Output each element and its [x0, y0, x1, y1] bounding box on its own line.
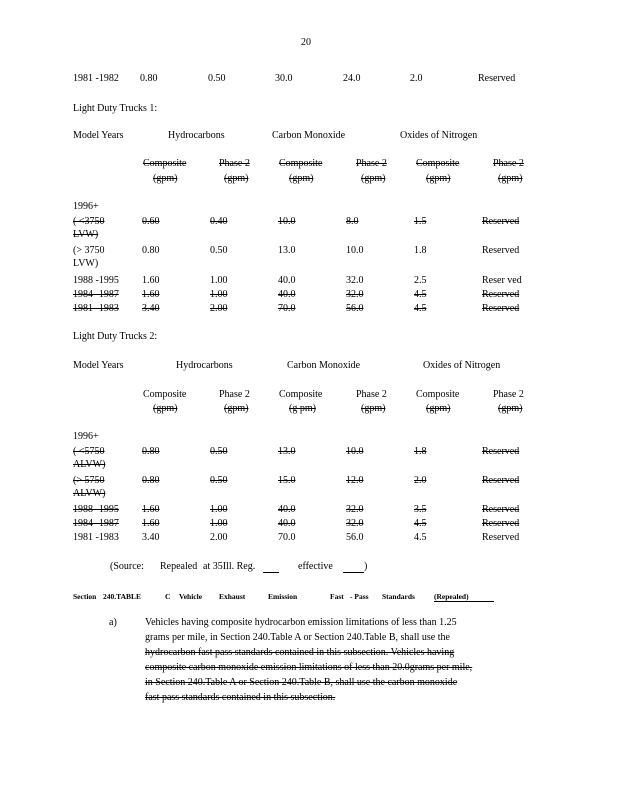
- row-label: ALVW): [73, 459, 106, 470]
- cell: 1.5: [414, 216, 427, 227]
- ldt2-header-hc: Hydrocarbons: [176, 360, 233, 371]
- cell: 0.80: [142, 245, 160, 256]
- cell: Reser ved: [482, 275, 522, 286]
- cell: 1.00: [210, 504, 228, 515]
- cell: 40.0: [278, 289, 296, 300]
- ldt1-header-co: Carbon Monoxide: [272, 130, 346, 141]
- cell: 70.0: [278, 303, 296, 314]
- section-label: Section: [73, 592, 97, 601]
- ldt1-sub: Phase 2: [219, 158, 250, 169]
- ldt1-unit: (gpm): [289, 173, 314, 184]
- section-number: 240.TABLE: [103, 592, 141, 601]
- cell: 0.80: [142, 446, 160, 457]
- cell: 1.00: [210, 289, 228, 300]
- row-label: ( <5750: [73, 446, 105, 457]
- cell: 1.8: [414, 245, 427, 256]
- ldt2-header-model-years: Model Years: [73, 360, 124, 371]
- cell: 10.0: [278, 216, 296, 227]
- cell: 3.40: [142, 532, 160, 543]
- ldt1-sub: Phase 2: [493, 158, 524, 169]
- ldt1-sub: Composite: [416, 158, 460, 169]
- ldt1-unit: (gpm): [426, 173, 451, 184]
- ldt2-unit: (gpm): [153, 403, 178, 414]
- ldt2-header-co: Carbon Monoxide: [287, 360, 361, 371]
- ldt2-unit: (gpm): [426, 403, 451, 414]
- ldt1-header-model-years: Model Years: [73, 130, 124, 141]
- cell: 15.0: [278, 475, 296, 486]
- cell: 40.0: [278, 504, 296, 515]
- section-title-word: Vehicle: [179, 592, 203, 601]
- cell: Reserved: [482, 518, 520, 529]
- row-label: 1988 -1995: [73, 504, 119, 515]
- section-title-word: Standards: [382, 592, 415, 601]
- ldt1-sub: Composite: [279, 158, 323, 169]
- row-label: ALVW): [73, 488, 106, 499]
- cell: 3.40: [142, 303, 160, 314]
- cell: 0.50: [210, 446, 228, 457]
- ldt2-sub: Composite: [143, 389, 187, 400]
- paragraph-line-struck: composite carbon monoxide emission limitations of less than 20.0grams per mile,: [145, 662, 473, 673]
- cell: Reserved: [482, 303, 520, 314]
- cell: 3.5: [414, 504, 427, 515]
- cell: Reserved: [482, 216, 520, 227]
- cell: 13.0: [278, 446, 296, 457]
- source-prefix: (Source:: [110, 561, 144, 572]
- ldt1-year-label: 1996+: [73, 201, 99, 212]
- cell: 0.60: [142, 216, 160, 227]
- cell: 4.5: [414, 518, 427, 529]
- cell: 4.5: [414, 289, 427, 300]
- section-repealed: (Repealed): [434, 592, 469, 601]
- ldt2-unit: (g pm): [289, 403, 316, 414]
- row-label: 1988 -1995: [73, 275, 119, 286]
- ldt2-unit: (gpm): [361, 403, 386, 414]
- cell: 70.0: [278, 532, 296, 543]
- ldt2-sub: Composite: [416, 389, 460, 400]
- row-label: LVW): [73, 258, 99, 269]
- section-title-word: Emission: [268, 592, 298, 601]
- source-close: ): [364, 561, 368, 572]
- cell: 0.50: [208, 73, 226, 84]
- source-at: at 35Ill. Reg.: [203, 561, 256, 572]
- cell: 2.00: [210, 532, 228, 543]
- ldt1-unit: (gpm): [153, 173, 178, 184]
- paragraph-line: grams per mile, in Section 240.Table A or Section 240.Table B, shall use the: [145, 632, 450, 643]
- ldt1-header-hc: Hydrocarbons: [168, 130, 225, 141]
- ldt1-unit: (gpm): [361, 173, 386, 184]
- ldt2-year-label: 1996+: [73, 431, 99, 442]
- cell: 24.0: [343, 73, 361, 84]
- cell: 10.0: [346, 446, 364, 457]
- ldt1-header-nox: Oxides of Nitrogen: [400, 130, 478, 141]
- section-title-word: Exhaust: [219, 592, 246, 601]
- cell: Reserved: [482, 245, 520, 256]
- cell: 32.0: [346, 518, 364, 529]
- ldt1-sub: Phase 2: [356, 158, 387, 169]
- cell: 1.60: [142, 275, 160, 286]
- section-title-word: C: [165, 592, 171, 601]
- paragraph-line-struck: hydrocarbon fast pass standards contained in this subsection. Vehicles having: [145, 647, 455, 658]
- ldt2-sub: Phase 2: [219, 389, 250, 400]
- cell: 4.5: [414, 532, 427, 543]
- cell: 56.0: [346, 303, 364, 314]
- section-title-word: Fast: [330, 592, 344, 601]
- ldt1-title: Light Duty Trucks 1:: [73, 103, 158, 114]
- cell: Reserved: [482, 446, 520, 457]
- cell: 0.40: [210, 216, 228, 227]
- cell: 1.60: [142, 504, 160, 515]
- ldt2-unit: (gpm): [498, 403, 523, 414]
- ldt1-unit: (gpm): [224, 173, 249, 184]
- cell: Reserved: [482, 532, 520, 543]
- row-label: 1981 -1983: [73, 532, 119, 543]
- ldt2-sub: Phase 2: [356, 389, 387, 400]
- cell: 32.0: [346, 289, 364, 300]
- blank-line: [263, 572, 279, 573]
- cell: 32.0: [346, 504, 364, 515]
- cell: Reserved: [478, 73, 516, 84]
- ldt2-sub: Composite: [279, 389, 323, 400]
- cell: 1981 -1982: [73, 73, 119, 84]
- underline: [434, 601, 494, 602]
- cell: 0.50: [210, 475, 228, 486]
- cell: 1.60: [142, 289, 160, 300]
- paragraph-marker: a): [109, 617, 117, 628]
- cell: 2.0: [410, 73, 423, 84]
- cell: 1.00: [210, 518, 228, 529]
- row-label: (> 5750: [73, 475, 105, 486]
- cell: 0.80: [142, 475, 160, 486]
- cell: 12.0: [346, 475, 364, 486]
- row-label: 1981 -1983: [73, 303, 119, 314]
- paragraph-line-struck: in Section 240.Table A or Section 240.Table B, shall use the carbon monoxide: [145, 677, 458, 688]
- cell: 2.5: [414, 275, 427, 286]
- cell: 0.50: [210, 245, 228, 256]
- ldt2-unit: (gpm): [224, 403, 249, 414]
- ldt2-sub: Phase 2: [493, 389, 524, 400]
- cell: 10.0: [346, 245, 364, 256]
- row-label: 1984 -1987: [73, 518, 119, 529]
- cell: 56.0: [346, 532, 364, 543]
- cell: 13.0: [278, 245, 296, 256]
- row-label: LVW): [73, 229, 99, 240]
- cell: Reserved: [482, 289, 520, 300]
- paragraph-line-struck: fast pass standards contained in this subsection.: [145, 692, 336, 703]
- cell: 30.0: [275, 73, 293, 84]
- section-title-word: - Pass: [350, 592, 369, 601]
- cell: 1.60: [142, 518, 160, 529]
- page-number: 20: [301, 37, 311, 48]
- row-label: (> 3750: [73, 245, 105, 256]
- paragraph-line: Vehicles having composite hydrocarbon emission limitations of less than 1.25: [145, 617, 457, 628]
- cell: 0.80: [140, 73, 158, 84]
- cell: 40.0: [278, 518, 296, 529]
- cell: 1.00: [210, 275, 228, 286]
- source-repealed: Repealed: [160, 561, 198, 572]
- cell: 2.0: [414, 475, 427, 486]
- cell: 40.0: [278, 275, 296, 286]
- cell: Reserved: [482, 475, 520, 486]
- ldt2-title: Light Duty Trucks 2:: [73, 331, 158, 342]
- ldt1-sub: Composite: [143, 158, 187, 169]
- ldt1-unit: (gpm): [498, 173, 523, 184]
- cell: 32.0: [346, 275, 364, 286]
- source-effective: effective: [298, 561, 333, 572]
- row-label: ( <3750: [73, 216, 105, 227]
- cell: 4.5: [414, 303, 427, 314]
- row-label: 1984 -1987: [73, 289, 119, 300]
- cell: 2.00: [210, 303, 228, 314]
- cell: 1.8: [414, 446, 427, 457]
- blank-line: [343, 572, 364, 573]
- cell: 8.0: [346, 216, 359, 227]
- cell: Reserved: [482, 504, 520, 515]
- ldt2-header-nox: Oxides of Nitrogen: [423, 360, 501, 371]
